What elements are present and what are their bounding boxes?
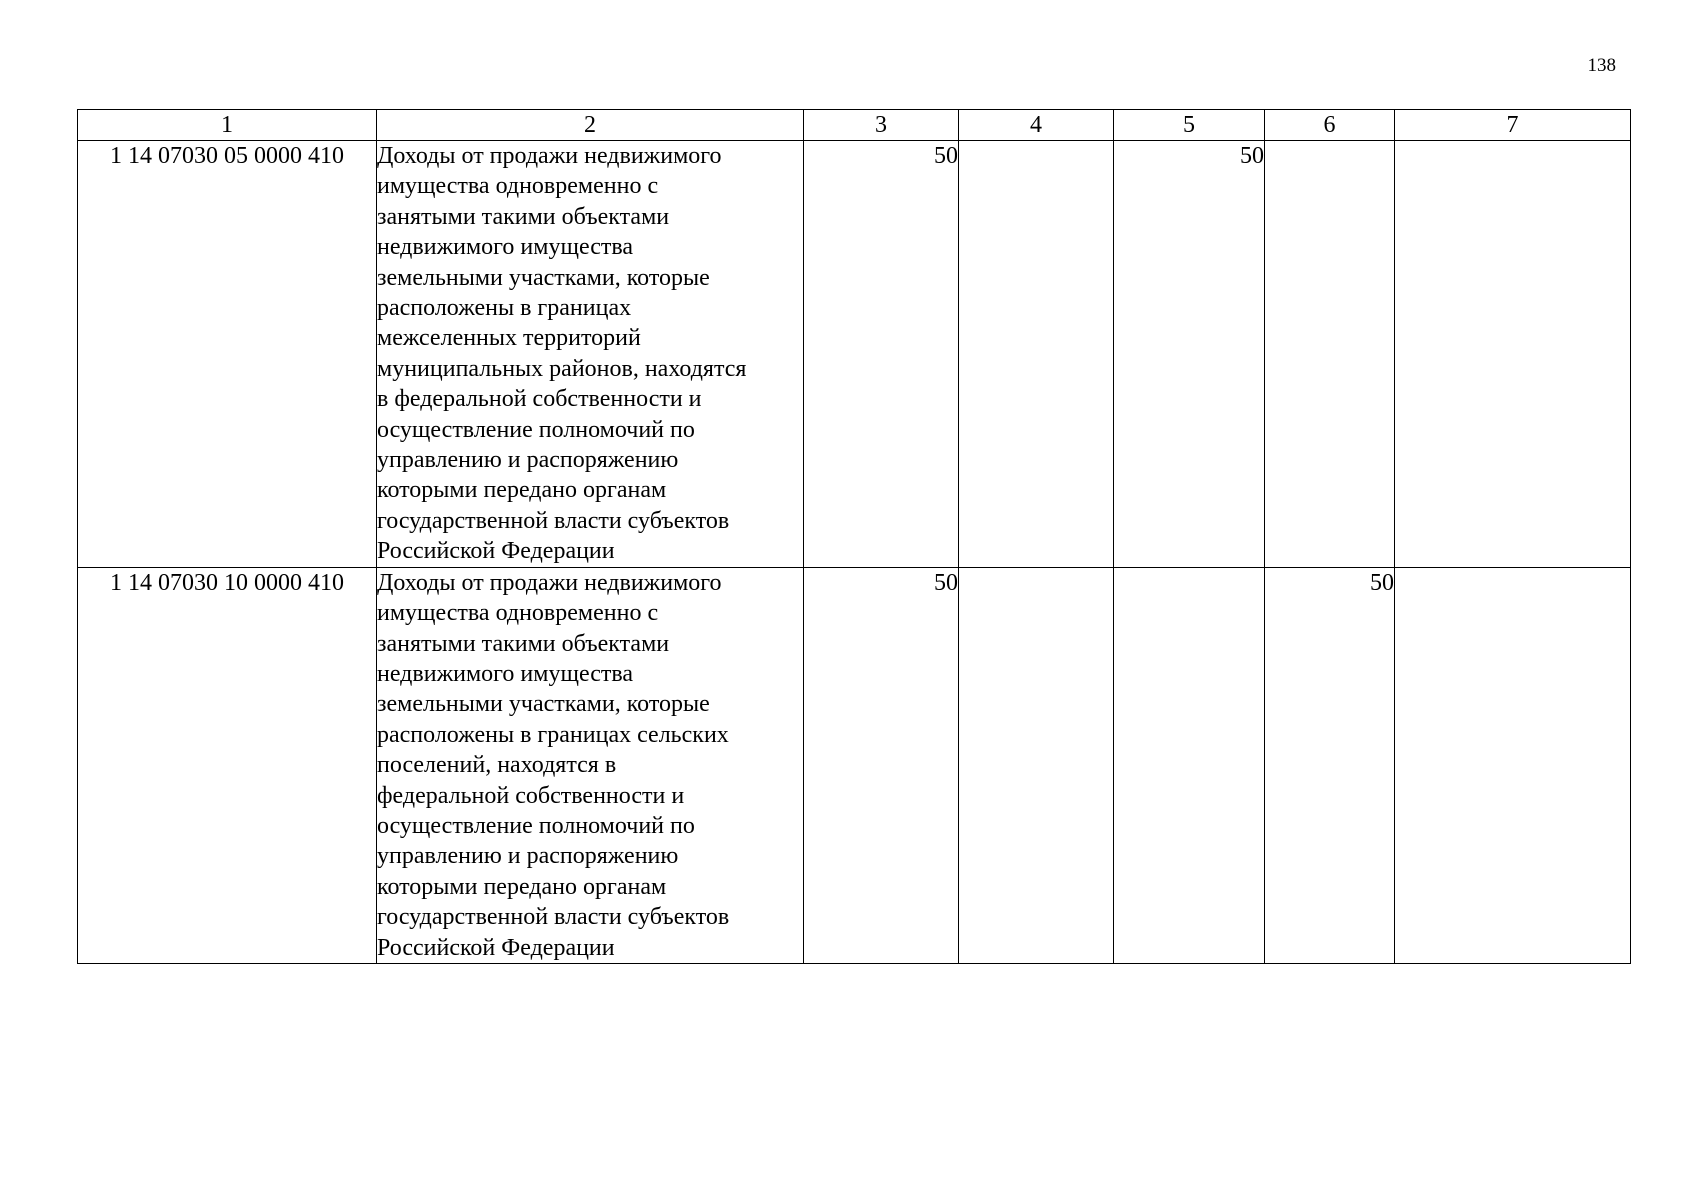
column-header-6: 6 (1265, 110, 1395, 141)
name-line: государственной власти субъектов (377, 507, 730, 534)
name-line: федеральной собственности и (377, 782, 685, 809)
name-line: осуществление полномочий по (377, 416, 695, 443)
name-line: муниципальных районов, находятся (377, 355, 747, 382)
value-cell-col5 (1114, 567, 1265, 963)
column-header-1: 1 (78, 110, 377, 141)
revenue-code-cell: 1 14 07030 10 0000 410 (78, 567, 377, 963)
value-cell-col4 (959, 567, 1114, 963)
name-line: имущества одновременно с (377, 173, 659, 200)
name-line: осуществление полномочий по (377, 812, 695, 839)
value-cell-col4 (959, 141, 1114, 568)
page-number: 138 (1587, 55, 1616, 76)
name-line: управлению и распоряжению (377, 843, 679, 870)
name-line: которыми передано органам (377, 873, 667, 900)
name-line: расположены в границах (377, 295, 632, 322)
name-line: государственной власти субъектов (377, 904, 730, 931)
name-line: которыми передано органам (377, 477, 667, 504)
name-line: расположены в границах сельских (377, 721, 729, 748)
value-cell-col5: 50 (1114, 141, 1265, 568)
name-line: земельными участками, которые (377, 264, 710, 291)
value-cell-col6 (1265, 141, 1395, 568)
value-cell-col3: 50 (804, 141, 959, 568)
revenue-name-cell (377, 141, 804, 568)
name-line: управлению и распоряжению (377, 447, 679, 474)
column-header-5: 5 (1114, 110, 1265, 141)
name-line: земельными участками, которые (377, 691, 710, 718)
revenue-code-cell: 1 14 07030 05 0000 410 (78, 141, 377, 568)
name-line: недвижимого имущества (377, 234, 633, 261)
table-row (78, 567, 1631, 963)
name-line: Доходы от продажи недвижимого (377, 569, 722, 596)
value-cell-col6: 50 (1265, 567, 1395, 963)
column-header-2: 2 (377, 110, 804, 141)
revenue-table (77, 109, 1631, 964)
revenue-name-cell (377, 567, 804, 963)
name-line: занятыми такими объектами (377, 203, 670, 230)
column-header-3: 3 (804, 110, 959, 141)
name-line: недвижимого имущества (377, 660, 633, 687)
name-line: Российской Федерации (377, 538, 615, 565)
name-line: в федеральной собственности и (377, 386, 702, 413)
name-line: занятыми такими объектами (377, 630, 670, 657)
table-header-row (78, 110, 1631, 141)
table-row (78, 141, 1631, 568)
name-line: Доходы от продажи недвижимого (377, 143, 722, 169)
column-header-4: 4 (959, 110, 1114, 141)
value-cell-col7 (1395, 141, 1631, 568)
name-line: поселений, находятся в (377, 752, 617, 779)
name-line: Российской Федерации (377, 934, 615, 961)
name-line: межселенных территорий (377, 325, 641, 352)
column-header-7: 7 (1395, 110, 1631, 141)
name-line: имущества одновременно с (377, 600, 659, 627)
value-cell-col7 (1395, 567, 1631, 963)
value-cell-col3: 50 (804, 567, 959, 963)
